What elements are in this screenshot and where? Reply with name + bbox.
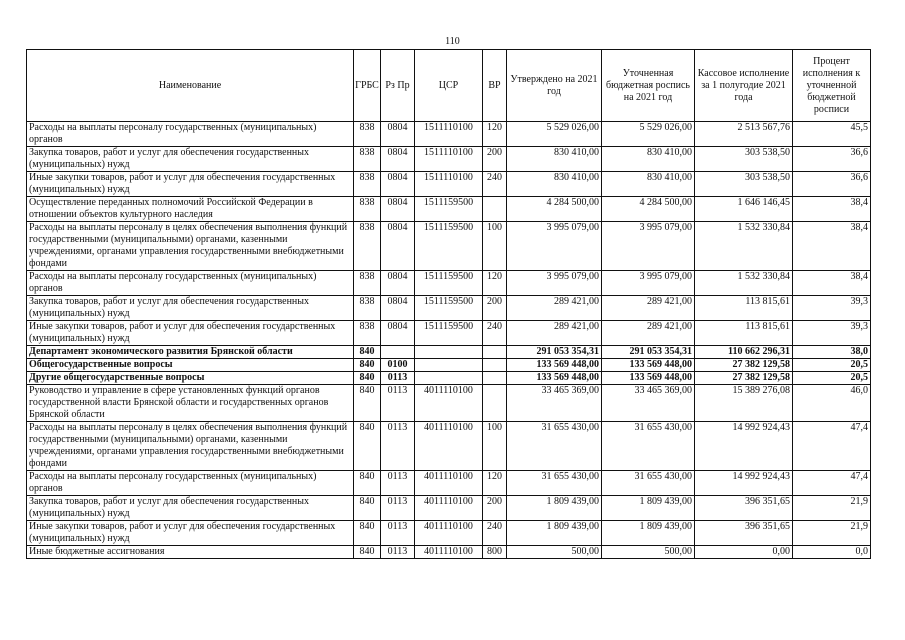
name-cell: Иные бюджетные ассигнования <box>27 546 354 559</box>
column-header-name: Наименование <box>27 50 354 122</box>
csr-cell <box>415 372 483 385</box>
vr-cell: 120 <box>483 471 507 496</box>
revised-cell: 291 053 354,31 <box>602 346 695 359</box>
vr-cell: 800 <box>483 546 507 559</box>
table-row <box>27 271 871 296</box>
rzpr-cell: 0804 <box>381 172 415 197</box>
column-header-vr: ВР <box>483 50 507 122</box>
revised-cell: 289 421,00 <box>602 296 695 321</box>
approved-cell: 31 655 430,00 <box>507 471 602 496</box>
csr-cell: 1511159500 <box>415 321 483 346</box>
revised-cell: 1 809 439,00 <box>602 521 695 546</box>
rzpr-cell: 0804 <box>381 296 415 321</box>
table-row <box>27 147 871 172</box>
name-cell: Осуществление переданных полномочий Российской Федерации в отношении объектов культурного наследия <box>27 197 354 222</box>
cash-cell: 113 815,61 <box>695 321 793 346</box>
cash-cell: 110 662 296,31 <box>695 346 793 359</box>
name-cell: Расходы на выплаты персоналу государственных (муниципальных) органов <box>27 122 354 147</box>
percent-cell: 39,3 <box>793 296 871 321</box>
revised-cell: 830 410,00 <box>602 147 695 172</box>
csr-cell: 1511110100 <box>415 122 483 147</box>
column-header-approved: Утверждено на 2021 год <box>507 50 602 122</box>
approved-cell: 5 529 026,00 <box>507 122 602 147</box>
table-row <box>27 385 871 422</box>
name-cell: Закупка товаров, работ и услуг для обеспечения государственных (муниципальных) нужд <box>27 147 354 172</box>
rzpr-cell: 0804 <box>381 222 415 271</box>
cash-cell: 303 538,50 <box>695 147 793 172</box>
vr-cell: 100 <box>483 422 507 471</box>
name-cell: Расходы на выплаты персоналу в целях обеспечения выполнения функций государственными (муниципальными) органами, казенными учреждениями, органами управления государственными внебюджетными фондами <box>27 422 354 471</box>
name-cell: Расходы на выплаты персоналу государственных (муниципальных) органов <box>27 271 354 296</box>
revised-cell: 133 569 448,00 <box>602 372 695 385</box>
column-header-rzpr: Рз Пр <box>381 50 415 122</box>
csr-cell: 1511159500 <box>415 222 483 271</box>
rzpr-cell <box>381 346 415 359</box>
table-row <box>27 296 871 321</box>
grbs-cell: 840 <box>354 546 381 559</box>
cash-cell: 15 389 276,08 <box>695 385 793 422</box>
rzpr-cell: 0113 <box>381 521 415 546</box>
csr-cell: 1511159500 <box>415 271 483 296</box>
percent-cell: 39,3 <box>793 321 871 346</box>
cash-cell: 1 646 146,45 <box>695 197 793 222</box>
revised-cell: 3 995 079,00 <box>602 271 695 296</box>
table-row <box>27 372 871 385</box>
revised-cell: 1 809 439,00 <box>602 496 695 521</box>
rzpr-cell: 0113 <box>381 471 415 496</box>
csr-cell: 4011110100 <box>415 496 483 521</box>
percent-cell: 47,4 <box>793 471 871 496</box>
vr-cell <box>483 385 507 422</box>
rzpr-cell: 0804 <box>381 147 415 172</box>
name-cell: Иные закупки товаров, работ и услуг для обеспечения государственных (муниципальных) нужд <box>27 172 354 197</box>
approved-cell: 133 569 448,00 <box>507 372 602 385</box>
cash-cell: 1 532 330,84 <box>695 222 793 271</box>
grbs-cell: 838 <box>354 147 381 172</box>
grbs-cell: 840 <box>354 471 381 496</box>
table-row <box>27 172 871 197</box>
revised-cell: 4 284 500,00 <box>602 197 695 222</box>
percent-cell: 38,4 <box>793 271 871 296</box>
column-header-cash: Кассовое исполнение за 1 полугодие 2021 года <box>695 50 793 122</box>
approved-cell: 33 465 369,00 <box>507 385 602 422</box>
vr-cell <box>483 359 507 372</box>
rzpr-cell: 0113 <box>381 422 415 471</box>
grbs-cell: 840 <box>354 521 381 546</box>
grbs-cell: 840 <box>354 346 381 359</box>
revised-cell: 830 410,00 <box>602 172 695 197</box>
name-cell: Расходы на выплаты персоналу государственных (муниципальных) органов <box>27 471 354 496</box>
name-cell: Иные закупки товаров, работ и услуг для обеспечения государственных (муниципальных) нужд <box>27 321 354 346</box>
revised-cell: 5 529 026,00 <box>602 122 695 147</box>
grbs-cell: 840 <box>354 359 381 372</box>
csr-cell: 1511159500 <box>415 197 483 222</box>
vr-cell: 120 <box>483 122 507 147</box>
percent-cell: 21,9 <box>793 521 871 546</box>
percent-cell: 47,4 <box>793 422 871 471</box>
grbs-cell: 840 <box>354 496 381 521</box>
csr-cell <box>415 359 483 372</box>
approved-cell: 1 809 439,00 <box>507 496 602 521</box>
csr-cell: 4011110100 <box>415 521 483 546</box>
cash-cell: 396 351,65 <box>695 496 793 521</box>
vr-cell <box>483 197 507 222</box>
revised-cell: 289 421,00 <box>602 321 695 346</box>
cash-cell: 0,00 <box>695 546 793 559</box>
rzpr-cell: 0804 <box>381 321 415 346</box>
percent-cell: 38,4 <box>793 222 871 271</box>
csr-cell: 1511110100 <box>415 172 483 197</box>
rzpr-cell: 0113 <box>381 546 415 559</box>
cash-cell: 1 532 330,84 <box>695 271 793 296</box>
percent-cell: 21,9 <box>793 496 871 521</box>
approved-cell: 3 995 079,00 <box>507 271 602 296</box>
grbs-cell: 840 <box>354 385 381 422</box>
cash-cell: 396 351,65 <box>695 521 793 546</box>
percent-cell: 46,0 <box>793 385 871 422</box>
approved-cell: 3 995 079,00 <box>507 222 602 271</box>
vr-cell: 240 <box>483 321 507 346</box>
approved-cell: 1 809 439,00 <box>507 521 602 546</box>
cash-cell: 113 815,61 <box>695 296 793 321</box>
cash-cell: 303 538,50 <box>695 172 793 197</box>
table-row <box>27 471 871 496</box>
name-cell: Закупка товаров, работ и услуг для обеспечения государственных (муниципальных) нужд <box>27 496 354 521</box>
table-row <box>27 359 871 372</box>
table-row <box>27 521 871 546</box>
rzpr-cell: 0804 <box>381 122 415 147</box>
csr-cell: 4011110100 <box>415 471 483 496</box>
table-row <box>27 197 871 222</box>
grbs-cell: 838 <box>354 271 381 296</box>
revised-cell: 33 465 369,00 <box>602 385 695 422</box>
percent-cell: 38,0 <box>793 346 871 359</box>
grbs-cell: 838 <box>354 321 381 346</box>
table-body <box>27 122 871 559</box>
grbs-cell: 840 <box>354 422 381 471</box>
approved-cell: 133 569 448,00 <box>507 359 602 372</box>
percent-cell: 0,0 <box>793 546 871 559</box>
name-cell: Общегосударственные вопросы <box>27 359 354 372</box>
cash-cell: 2 513 567,76 <box>695 122 793 147</box>
csr-cell: 4011110100 <box>415 422 483 471</box>
vr-cell <box>483 372 507 385</box>
percent-cell: 38,4 <box>793 197 871 222</box>
vr-cell: 100 <box>483 222 507 271</box>
table-row <box>27 346 871 359</box>
table-row <box>27 422 871 471</box>
percent-cell: 20,5 <box>793 372 871 385</box>
rzpr-cell: 0113 <box>381 385 415 422</box>
approved-cell: 31 655 430,00 <box>507 422 602 471</box>
grbs-cell: 838 <box>354 222 381 271</box>
approved-cell: 4 284 500,00 <box>507 197 602 222</box>
rzpr-cell: 0113 <box>381 496 415 521</box>
vr-cell: 200 <box>483 147 507 172</box>
column-header-grbs: ГРБС <box>354 50 381 122</box>
name-cell: Руководство и управление в сфере установленных функций органов государственной власти Брянской области и государственных органов Брянской области <box>27 385 354 422</box>
percent-cell: 20,5 <box>793 359 871 372</box>
revised-cell: 133 569 448,00 <box>602 359 695 372</box>
cash-cell: 27 382 129,58 <box>695 372 793 385</box>
rzpr-cell: 0804 <box>381 197 415 222</box>
percent-cell: 45,5 <box>793 122 871 147</box>
rzpr-cell: 0804 <box>381 271 415 296</box>
name-cell: Другие общегосударственные вопросы <box>27 372 354 385</box>
percent-cell: 36,6 <box>793 172 871 197</box>
budget-execution-table <box>26 49 871 559</box>
name-cell: Закупка товаров, работ и услуг для обеспечения государственных (муниципальных) нужд <box>27 296 354 321</box>
percent-cell: 36,6 <box>793 147 871 172</box>
vr-cell: 200 <box>483 296 507 321</box>
approved-cell: 291 053 354,31 <box>507 346 602 359</box>
column-header-revised: Уточненная бюджетная роспись на 2021 год <box>602 50 695 122</box>
revised-cell: 31 655 430,00 <box>602 471 695 496</box>
rzpr-cell: 0100 <box>381 359 415 372</box>
column-header-percent: Процент исполнения к уточненной бюджетной росписи <box>793 50 871 122</box>
csr-cell <box>415 346 483 359</box>
revised-cell: 500,00 <box>602 546 695 559</box>
grbs-cell: 838 <box>354 197 381 222</box>
vr-cell: 240 <box>483 521 507 546</box>
vr-cell <box>483 346 507 359</box>
rzpr-cell: 0113 <box>381 372 415 385</box>
page-number: 110 <box>445 36 460 47</box>
vr-cell: 200 <box>483 496 507 521</box>
table-header-row <box>27 50 871 122</box>
column-header-csr: ЦСР <box>415 50 483 122</box>
approved-cell: 830 410,00 <box>507 172 602 197</box>
grbs-cell: 838 <box>354 172 381 197</box>
grbs-cell: 840 <box>354 372 381 385</box>
grbs-cell: 838 <box>354 122 381 147</box>
cash-cell: 14 992 924,43 <box>695 471 793 496</box>
name-cell: Расходы на выплаты персоналу в целях обеспечения выполнения функций государственными (муниципальными) органами, казенными учреждениями, органами управления государственными внебюджетными фондами <box>27 222 354 271</box>
cash-cell: 14 992 924,43 <box>695 422 793 471</box>
csr-cell: 4011110100 <box>415 546 483 559</box>
table-row <box>27 122 871 147</box>
approved-cell: 289 421,00 <box>507 321 602 346</box>
name-cell: Иные закупки товаров, работ и услуг для обеспечения государственных (муниципальных) нужд <box>27 521 354 546</box>
approved-cell: 830 410,00 <box>507 147 602 172</box>
vr-cell: 120 <box>483 271 507 296</box>
name-cell: Департамент экономического развития Брянской области <box>27 346 354 359</box>
table-row <box>27 546 871 559</box>
approved-cell: 500,00 <box>507 546 602 559</box>
csr-cell: 1511110100 <box>415 147 483 172</box>
csr-cell: 1511159500 <box>415 296 483 321</box>
grbs-cell: 838 <box>354 296 381 321</box>
table-row <box>27 321 871 346</box>
table-row <box>27 496 871 521</box>
approved-cell: 289 421,00 <box>507 296 602 321</box>
vr-cell: 240 <box>483 172 507 197</box>
csr-cell: 4011110100 <box>415 385 483 422</box>
table-row <box>27 222 871 271</box>
revised-cell: 3 995 079,00 <box>602 222 695 271</box>
cash-cell: 27 382 129,58 <box>695 359 793 372</box>
revised-cell: 31 655 430,00 <box>602 422 695 471</box>
